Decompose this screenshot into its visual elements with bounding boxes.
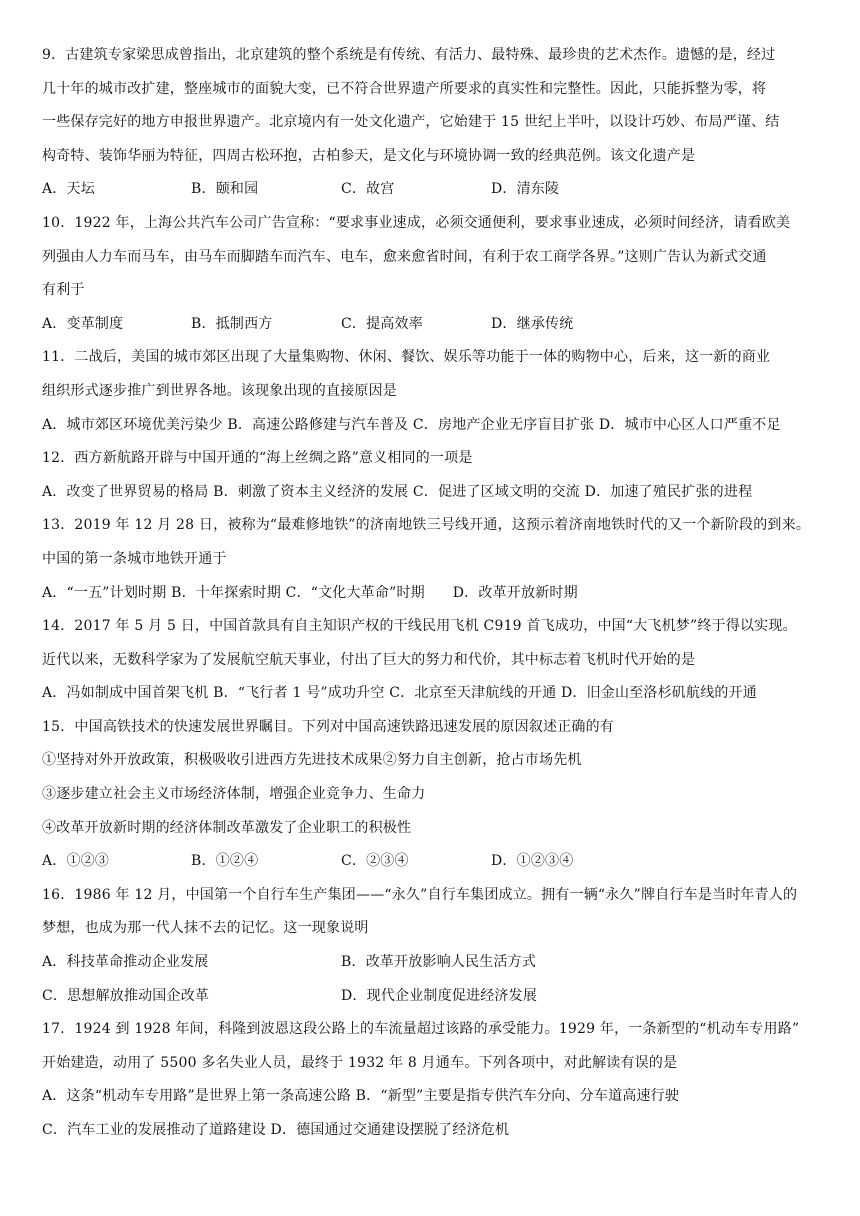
question-stem-line: 17．1924 到 1928 年间，科隆到波恩这段公路上的车流量超过该路的承受能力。1929 年，一条新型的“机动车专用路” (42, 1021, 800, 1038)
option-d: D．①②③④ (491, 853, 574, 870)
answer-options: A．冯如制成中国首架飞机 B．“飞行者 1 号”成功升空 C．北京至天津航线的开通 D．旧金山至洛杉矶航线的开通 (42, 685, 758, 702)
question-stem-line: 12．西方新航路开辟与中国开通的“海上丝绸之路”意义相同的一项是 (42, 450, 473, 467)
answer-options-row (42, 986, 832, 1006)
answer-options (42, 314, 832, 334)
question-stem-line: 开始建造，动用了 5500 多名失业人员，最终于 1932 年 8 月通车。下列各项中，对此解读有误的是 (42, 1054, 678, 1071)
question-stem-line: 构奇特、装饰华丽为特征，四周古松环抱，古柏参天，是文化与环境协调一致的经典范例。该文化遗产是 (42, 147, 696, 164)
question-13 (42, 515, 832, 602)
option-c: C．提高效率 (341, 315, 423, 332)
question-11 (42, 347, 832, 434)
option-c: C．②③④ (341, 853, 409, 870)
answer-options (42, 179, 832, 199)
question-stem-line: 9．古建筑专家梁思成曾指出，北京建筑的整个系统是有传统、有活力、最特殊、最珍贵的艺术杰作。遗憾的是，经过 (42, 47, 776, 63)
option-c: C．故宫 (341, 181, 395, 198)
question-stem-line: 近代以来，无数科学家为了发展航空航天事业，付出了巨大的努力和代价，其中标志着飞机时代开始的是 (42, 651, 696, 668)
question-stem-line: ③逐步建立社会主义市场经济体制，增强企业竞争力、生命力 (42, 786, 426, 803)
question-stem-line: 11．二战后，美国的城市郊区出现了大量集购物、休闲、餐饮、娱乐等功能于一体的购物中心，后来，这一新的商业 (42, 349, 771, 366)
question-stem-line: 14．2017 年 5 月 5 日，中国首款具有自主知识产权的干线民用飞机 C919 首飞成功，中国“大飞机梦”终于得以实现。 (42, 618, 797, 635)
question-17 (42, 1019, 832, 1140)
option-b: B．改革开放影响人民生活方式 (341, 954, 537, 971)
option-b: B．抵制西方 (191, 315, 273, 332)
answer-options (42, 851, 832, 871)
question-stem-line: 10．1922 年，上海公共汽车公司广告宣称：“要求事业速成，必须交通便利，要求事业速成，必须时间经济，请看欧美 (42, 214, 791, 231)
question-12 (42, 448, 832, 502)
option-a: A．变革制度 (42, 315, 124, 332)
question-stem-line: 中国的第一条城市地铁开通于 (42, 550, 227, 567)
answer-options-row (42, 952, 832, 972)
option-b: B．颐和园 (191, 181, 259, 198)
option-b: B．①②④ (191, 853, 259, 870)
question-stem-line: 几十年的城市改扩建，整座城市的面貌大变，已不符合世界遗产所要求的真实性和完整性。因此，只能拆整为零，将 (42, 80, 767, 97)
question-stem-line: 有利于 (42, 282, 85, 299)
question-14 (42, 616, 832, 703)
answer-options: A．改变了世界贸易的格局 B．刺激了资本主义经济的发展 C．促进了区域文明的交流 D．加速了殖民扩张的进程 (42, 483, 753, 500)
question-stem-line: 13．2019 年 12 月 28 日，被称为“最难修地铁”的济南地铁三号线开通，这预示着济南地铁时代的又一个新阶段的到来。 (42, 517, 811, 534)
option-a: A．科技革命推动企业发展 (42, 954, 209, 971)
question-stem-line: 梦想，也成为那一代人抹不去的记忆。这一现象说明 (42, 920, 369, 937)
option-d: D．继承传统 (491, 315, 574, 332)
question-stem-line: ①坚持对外开放政策，积极吸收引进西方先进技术成果②努力自主创新，抢占市场先机 (42, 752, 582, 769)
answer-options: A．“一五”计划时期 B．十年探索时期 C．“文化大革命”时期 D．改革开放新时期 (42, 584, 578, 601)
question-stem-line: 16．1986 年 12 月，中国第一个自行车生产集团——“永久”自行车集团成立。拥有一辆“永久”牌自行车是当时年青人的 (42, 886, 798, 903)
answer-options: A．城市郊区环境优美污染少 B．高速公路修建与汽车普及 C．房地产企业无序盲目扩张 D．城市中心区人口严重不足 (42, 416, 781, 433)
question-10 (42, 213, 832, 334)
option-a: A．天坛 (42, 181, 95, 198)
question-stem-line: 组织形式逐步推广到世界各地。该现象出现的直接原因是 (42, 382, 397, 399)
option-d: D．清东陵 (491, 181, 560, 198)
option-d: D．现代企业制度促进经济发展 (341, 987, 538, 1004)
answer-options: A．这条“机动车专用路”是世界上第一条高速公路 B．“新型”主要是指专供汽车分向、分车道高速行驶 (42, 1088, 680, 1105)
question-stem-line: 列强由人力车而马车，由马车而脚踏车而汽车、电车，愈来愈省时间，有利于农工商学各界。”这则广告认为新式交通 (42, 248, 767, 265)
question-stem-line: 一些保存完好的地方申报世界遗产。北京境内有一处文化遗产，它始建于 15 世纪上半叶，以设计巧妙、布局严谨、结 (42, 114, 780, 131)
question-15 (42, 717, 832, 871)
question-16 (42, 885, 832, 1006)
option-c: C．思想解放推动国企改革 (42, 987, 210, 1004)
answer-options: C．汽车工业的发展推动了道路建设 D．德国通过交通建设摆脱了经济危机 (42, 1122, 510, 1138)
question-9 (42, 45, 832, 199)
question-stem-line: ④改革开放新时期的经济体制改革激发了企业职工的积极性 (42, 819, 412, 836)
question-stem-line: 15．中国高铁技术的快速发展世界瞩目。下列对中国高速铁路迅速发展的原因叙述正确的有 (42, 718, 615, 735)
exam-document (42, 45, 832, 1154)
option-a: A．①②③ (42, 853, 110, 870)
